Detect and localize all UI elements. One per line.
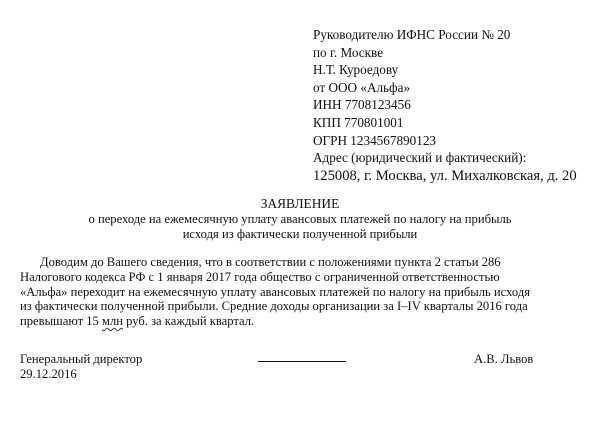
signatory-position: Генеральный директор — [20, 352, 143, 366]
signature-line — [258, 361, 346, 362]
addressee-line: ОГРН 1234567890123 — [313, 132, 437, 148]
body-line: Доводим до Вашего сведения, что в соответствии с положениями пункта 2 статьи 286 — [40, 255, 501, 269]
addressee-line: Руководителю ИФНС России № 20 — [313, 27, 511, 42]
body-line: «Альфа» переходит на ежемесячную уплату авансовых платежей по налогу на прибыль исходя — [20, 284, 531, 299]
addressee-line: Адрес (юридический и фактический): — [313, 150, 527, 166]
subtitle-line: о переходе на ежемесячную уплату авансовых платежей по налогу на прибыль — [88, 212, 512, 226]
addressee-line: по г. Москве — [313, 44, 384, 60]
body-text: превышают 15 — [20, 314, 102, 329]
document-title: ЗАЯВЛЕНИЕ — [260, 196, 340, 211]
document-subtitle — [0, 212, 600, 242]
subtitle-line: исходя из фактически полученной прибыли — [182, 227, 418, 241]
signatory-name: А.В. Львов — [474, 352, 534, 366]
addressee-block — [313, 26, 593, 186]
addressee-line: ИНН 7708123456 — [313, 97, 411, 113]
spellcheck-underlined-word: млн — [101, 314, 123, 329]
body-text: руб. за каждый квартал. — [122, 314, 255, 329]
addressee-line: КПП 770801001 — [313, 114, 404, 130]
body-line: из фактически полученной прибыли. Средние доходы организации за I–IV кварталы 2016 года — [20, 299, 528, 314]
addressee-line: Н.Т. Куроедову — [313, 62, 399, 78]
addressee-line: 125008, г. Москва, ул. Михалковская, д. 20 — [313, 167, 577, 184]
body-line: Налогового кодекса РФ с 1 января 2017 года общество с ограниченной ответственностью — [20, 269, 500, 284]
addressee-line: от ООО «Альфа» — [313, 79, 411, 95]
body-line — [20, 314, 580, 329]
body-paragraph — [20, 255, 580, 329]
document-date: 29.12.2016 — [20, 367, 77, 381]
